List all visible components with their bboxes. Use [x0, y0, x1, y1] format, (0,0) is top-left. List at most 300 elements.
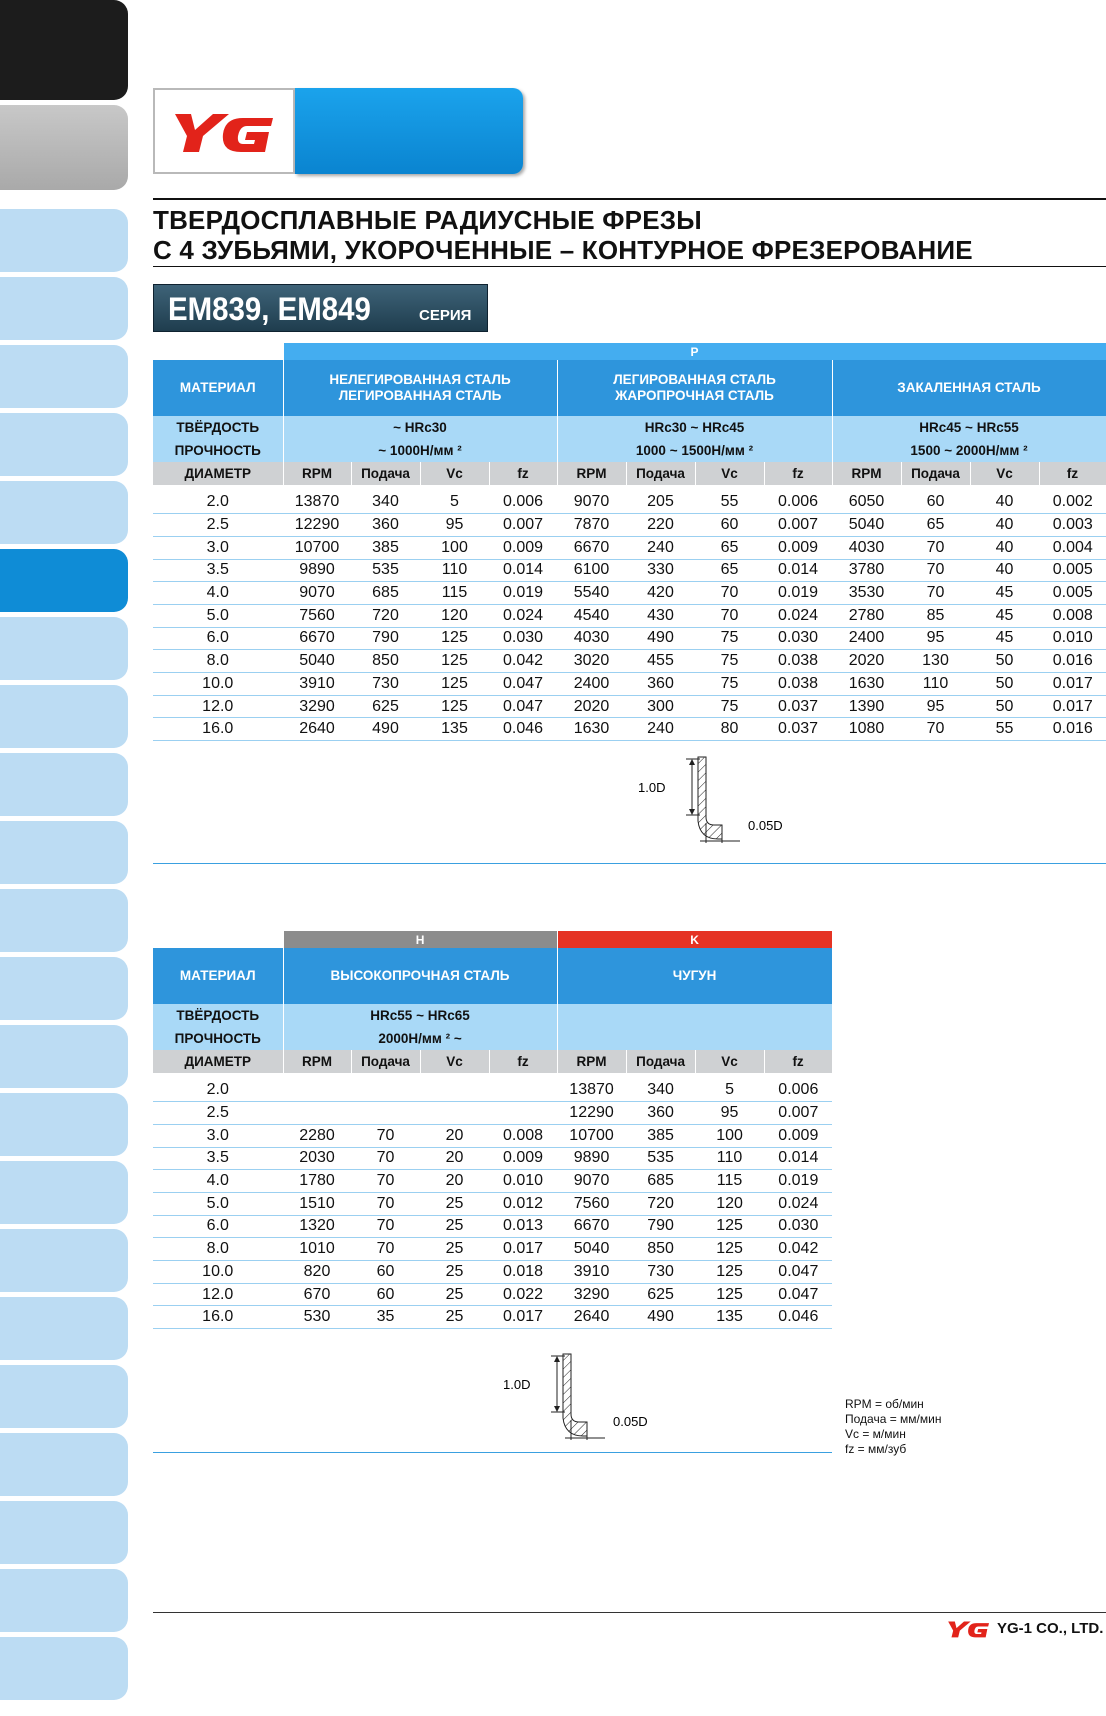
value-cell: 0.005 [1039, 559, 1106, 582]
value-cell: 0.009 [489, 536, 557, 559]
side-tab [0, 617, 128, 680]
value-cell: 125 [695, 1238, 764, 1261]
value-cell: 530 [283, 1306, 351, 1329]
value-cell: 720 [351, 604, 420, 627]
value-cell: 1510 [283, 1192, 351, 1215]
value-cell: 55 [970, 718, 1039, 741]
value-cell: 3530 [832, 582, 901, 605]
side-tab-gray [0, 105, 128, 190]
value-cell: 9890 [283, 559, 351, 582]
cutting-data-table-h-k [153, 931, 833, 1329]
diameter-cell: 8.0 [153, 1238, 283, 1261]
value-cell: 0.030 [764, 627, 832, 650]
value-cell: 95 [901, 627, 970, 650]
table1-col-feed: Подача [351, 462, 420, 485]
value-cell: 95 [695, 1102, 764, 1125]
value-cell: 0.003 [1039, 514, 1106, 537]
hardness-label: ТВЁРДОСТЬ [153, 416, 283, 439]
material-2-line1: ЗАКАЛЕННАЯ СТАЛЬ [897, 380, 1041, 395]
value-cell: 70 [901, 582, 970, 605]
value-cell: 0.038 [764, 673, 832, 696]
value-cell: 70 [351, 1170, 420, 1193]
material-0 [283, 360, 557, 416]
material-0-line1: НЕЛЕГИРОВАННАЯ СТАЛЬ [329, 372, 511, 387]
value-cell: 6670 [283, 627, 351, 650]
value-cell: 110 [695, 1147, 764, 1170]
value-cell: 5 [420, 491, 489, 514]
value-cell: 1320 [283, 1215, 351, 1238]
value-cell: 25 [420, 1261, 489, 1284]
value-cell: 50 [970, 650, 1039, 673]
table2-col-rpm: RPM [557, 1050, 626, 1073]
value-cell: 670 [283, 1283, 351, 1306]
side-tab [0, 685, 128, 748]
strength-h: 2000Н/мм ² ~ [283, 1027, 557, 1050]
footer-rule [153, 1612, 1106, 1613]
value-cell: 2640 [557, 1306, 626, 1329]
contour-milling-diagram-2 [495, 1352, 665, 1442]
value-cell: 2020 [557, 695, 626, 718]
value-cell: 115 [695, 1170, 764, 1193]
value-cell: 9070 [557, 1170, 626, 1193]
value-cell: 125 [420, 695, 489, 718]
value-cell: 420 [626, 582, 695, 605]
strength-2: 1500 ~ 2000Н/мм ² [832, 439, 1106, 462]
material-h: ВЫСОКОПРОЧНАЯ СТАЛЬ [283, 948, 557, 1004]
diameter-label: ДИАМЕТР [153, 462, 283, 485]
value-cell: 9070 [283, 582, 351, 605]
diameter-cell: 10.0 [153, 673, 283, 696]
value-cell: 340 [351, 491, 420, 514]
diameter-cell: 2.0 [153, 491, 283, 514]
diameter-cell: 12.0 [153, 695, 283, 718]
value-cell: 720 [626, 1192, 695, 1215]
value-cell: 5540 [557, 582, 626, 605]
value-cell: 125 [695, 1215, 764, 1238]
value-cell: 50 [970, 695, 1039, 718]
table-row [153, 1261, 832, 1284]
value-cell: 120 [695, 1192, 764, 1215]
value-cell: 110 [901, 673, 970, 696]
title-top-rule [153, 198, 1106, 200]
strength-label: ПРОЧНОСТЬ [153, 1027, 283, 1050]
value-cell: 40 [970, 536, 1039, 559]
side-tab [0, 957, 128, 1020]
value-cell: 0.017 [489, 1238, 557, 1261]
material-0-line2: ЛЕГИРОВАННАЯ СТАЛЬ [338, 388, 502, 403]
diagram-1-depth-label: 1.0D [638, 780, 666, 795]
value-cell: 125 [695, 1261, 764, 1284]
value-cell: 1390 [832, 695, 901, 718]
value-cell [420, 1102, 489, 1125]
value-cell: 2400 [557, 673, 626, 696]
value-cell: 330 [626, 559, 695, 582]
value-cell: 110 [420, 559, 489, 582]
value-cell: 455 [626, 650, 695, 673]
strength-k [557, 1027, 832, 1050]
value-cell: 4030 [557, 627, 626, 650]
value-cell: 0.002 [1039, 491, 1106, 514]
section-separator-2 [153, 1452, 832, 1453]
value-cell: 13870 [283, 491, 351, 514]
value-cell: 120 [420, 604, 489, 627]
value-cell: 0.030 [489, 627, 557, 650]
value-cell: 1780 [283, 1170, 351, 1193]
value-cell: 430 [626, 604, 695, 627]
diameter-cell: 12.0 [153, 1283, 283, 1306]
value-cell: 13870 [557, 1079, 626, 1102]
value-cell: 300 [626, 695, 695, 718]
value-cell: 385 [626, 1124, 695, 1147]
table-row [153, 627, 1106, 650]
table-row [153, 1215, 832, 1238]
value-cell: 360 [626, 673, 695, 696]
value-cell: 25 [420, 1215, 489, 1238]
value-cell: 0.008 [489, 1124, 557, 1147]
diameter-cell: 4.0 [153, 1170, 283, 1193]
value-cell: 850 [351, 650, 420, 673]
value-cell: 75 [695, 627, 764, 650]
value-cell: 0.037 [764, 695, 832, 718]
units-legend [845, 1397, 941, 1457]
diameter-cell: 10.0 [153, 1261, 283, 1284]
value-cell: 1630 [832, 673, 901, 696]
value-cell: 70 [901, 536, 970, 559]
strength-1: 1000 ~ 1500Н/мм ² [557, 439, 832, 462]
value-cell: 0.016 [1039, 718, 1106, 741]
value-cell: 0.024 [489, 604, 557, 627]
value-cell: 0.037 [764, 718, 832, 741]
value-cell: 45 [970, 627, 1039, 650]
legend-rpm: RPM = об/мин [845, 1397, 924, 1411]
value-cell: 5040 [557, 1238, 626, 1261]
diameter-cell: 3.0 [153, 536, 283, 559]
value-cell: 0.006 [764, 491, 832, 514]
value-cell: 100 [695, 1124, 764, 1147]
value-cell: 0.006 [489, 491, 557, 514]
table1-col-vc: Vc [970, 462, 1039, 485]
value-cell: 360 [351, 514, 420, 537]
value-cell: 790 [626, 1215, 695, 1238]
diameter-cell: 3.5 [153, 559, 283, 582]
hardness-0: ~ HRc30 [283, 416, 557, 439]
material-1 [557, 360, 832, 416]
side-tab [0, 889, 128, 952]
value-cell: 5040 [832, 514, 901, 537]
side-tab [0, 1501, 128, 1564]
page-title [153, 205, 973, 265]
value-cell: 2030 [283, 1147, 351, 1170]
value-cell: 5040 [283, 650, 351, 673]
value-cell: 20 [420, 1124, 489, 1147]
series-code: EM839, EM849 [168, 291, 371, 327]
value-cell: 625 [351, 695, 420, 718]
cutting-data-table-p [153, 343, 1106, 741]
series-badge [153, 284, 488, 332]
table1-col-fz: fz [1039, 462, 1106, 485]
value-cell: 75 [695, 695, 764, 718]
table2-col-rpm: RPM [283, 1050, 351, 1073]
value-cell: 0.010 [1039, 627, 1106, 650]
table-row [153, 695, 1106, 718]
value-cell: 0.019 [764, 1170, 832, 1193]
value-cell: 2780 [832, 604, 901, 627]
table1-col-rpm: RPM [832, 462, 901, 485]
value-cell: 0.022 [489, 1283, 557, 1306]
value-cell: 45 [970, 604, 1039, 627]
group-h-header: H [283, 931, 557, 948]
value-cell: 0.047 [489, 673, 557, 696]
value-cell: 7870 [557, 514, 626, 537]
diameter-cell: 2.5 [153, 514, 283, 537]
side-tab [0, 1569, 128, 1632]
value-cell: 2280 [283, 1124, 351, 1147]
value-cell: 115 [420, 582, 489, 605]
table2-col-feed: Подача [626, 1050, 695, 1073]
value-cell: 4030 [832, 536, 901, 559]
value-cell: 3290 [557, 1283, 626, 1306]
value-cell: 340 [626, 1079, 695, 1102]
value-cell: 6670 [557, 536, 626, 559]
table2-col-fz: fz [764, 1050, 832, 1073]
value-cell: 3020 [557, 650, 626, 673]
value-cell: 850 [626, 1238, 695, 1261]
side-tab [0, 209, 128, 272]
diameter-cell: 8.0 [153, 650, 283, 673]
group-spacer [153, 931, 283, 948]
diameter-cell: 6.0 [153, 1215, 283, 1238]
table-row [153, 604, 1106, 627]
table-row [153, 1147, 832, 1170]
value-cell: 100 [420, 536, 489, 559]
value-cell: 0.042 [489, 650, 557, 673]
value-cell: 0.047 [489, 695, 557, 718]
value-cell [283, 1079, 351, 1102]
value-cell: 0.008 [1039, 604, 1106, 627]
value-cell: 25 [420, 1306, 489, 1329]
hardness-2: HRc45 ~ HRc55 [832, 416, 1106, 439]
value-cell [489, 1102, 557, 1125]
value-cell: 0.009 [764, 536, 832, 559]
hardness-1: HRc30 ~ HRc45 [557, 416, 832, 439]
table2-col-fz: fz [489, 1050, 557, 1073]
value-cell: 12290 [557, 1102, 626, 1125]
value-cell: 1010 [283, 1238, 351, 1261]
table-row [153, 1238, 832, 1261]
value-cell [283, 1102, 351, 1125]
table2-col-feed: Подача [351, 1050, 420, 1073]
diameter-cell: 5.0 [153, 604, 283, 627]
side-tab [0, 481, 128, 544]
group-p-header: P [283, 343, 1106, 360]
value-cell: 70 [351, 1215, 420, 1238]
value-cell: 70 [351, 1147, 420, 1170]
table-row [153, 1102, 832, 1125]
value-cell: 240 [626, 536, 695, 559]
value-cell: 0.017 [1039, 673, 1106, 696]
value-cell: 60 [695, 514, 764, 537]
value-cell: 20 [420, 1170, 489, 1193]
value-cell: 205 [626, 491, 695, 514]
table-row [153, 718, 1106, 741]
table1-col-vc: Vc [695, 462, 764, 485]
diameter-cell: 16.0 [153, 1306, 283, 1329]
value-cell: 70 [351, 1238, 420, 1261]
diameter-cell: 6.0 [153, 627, 283, 650]
value-cell: 0.009 [489, 1147, 557, 1170]
table-row [153, 1170, 832, 1193]
value-cell: 65 [901, 514, 970, 537]
value-cell: 0.019 [489, 582, 557, 605]
value-cell: 3780 [832, 559, 901, 582]
value-cell: 9890 [557, 1147, 626, 1170]
value-cell: 0.046 [489, 718, 557, 741]
legend-vc: Vc = м/мин [845, 1427, 906, 1441]
value-cell: 125 [420, 627, 489, 650]
value-cell: 0.009 [764, 1124, 832, 1147]
value-cell: 40 [970, 514, 1039, 537]
table-row [153, 582, 1106, 605]
value-cell: 70 [901, 559, 970, 582]
value-cell: 6670 [557, 1215, 626, 1238]
value-cell: 35 [351, 1306, 420, 1329]
value-cell: 0.019 [764, 582, 832, 605]
value-cell: 0.014 [489, 559, 557, 582]
table2-col-vc: Vc [695, 1050, 764, 1073]
side-tab [0, 1297, 128, 1360]
value-cell: 40 [970, 491, 1039, 514]
value-cell: 685 [351, 582, 420, 605]
side-tab [0, 1433, 128, 1496]
value-cell: 95 [420, 514, 489, 537]
value-cell: 0.018 [489, 1261, 557, 1284]
value-cell: 60 [351, 1261, 420, 1284]
hardness-h: HRc55 ~ HRc65 [283, 1004, 557, 1027]
material-2 [832, 360, 1106, 416]
value-cell: 535 [351, 559, 420, 582]
value-cell: 0.047 [764, 1283, 832, 1306]
table-row [153, 673, 1106, 696]
material-1-line1: ЛЕГИРОВАННАЯ СТАЛЬ [613, 372, 776, 387]
value-cell: 6050 [832, 491, 901, 514]
value-cell: 790 [351, 627, 420, 650]
value-cell: 0.017 [489, 1306, 557, 1329]
value-cell: 25 [420, 1192, 489, 1215]
value-cell: 385 [351, 536, 420, 559]
value-cell: 0.004 [1039, 536, 1106, 559]
table-row [153, 559, 1106, 582]
value-cell: 60 [901, 491, 970, 514]
value-cell: 75 [695, 673, 764, 696]
diagram-1-width-label: 0.05D [748, 818, 783, 833]
side-tab [0, 277, 128, 340]
material-label: МАТЕРИАЛ [153, 948, 283, 1004]
value-cell: 4540 [557, 604, 626, 627]
value-cell: 240 [626, 718, 695, 741]
table2-col-vc: Vc [420, 1050, 489, 1073]
value-cell: 220 [626, 514, 695, 537]
value-cell: 25 [420, 1283, 489, 1306]
side-tab [0, 1093, 128, 1156]
table1-col-feed: Подача [901, 462, 970, 485]
table1-col-fz: fz [764, 462, 832, 485]
footer-yg-logo-icon [944, 1619, 994, 1639]
brand-logo [153, 88, 295, 174]
value-cell: 70 [695, 604, 764, 627]
value-cell: 0.007 [764, 1102, 832, 1125]
side-tab [0, 1161, 128, 1224]
table1-col-fz: fz [489, 462, 557, 485]
value-cell: 0.047 [764, 1261, 832, 1284]
value-cell: 40 [970, 559, 1039, 582]
table1-col-rpm: RPM [557, 462, 626, 485]
value-cell: 2400 [832, 627, 901, 650]
title-bottom-rule [153, 266, 1106, 267]
value-cell: 0.007 [489, 514, 557, 537]
side-tab [0, 1365, 128, 1428]
value-cell: 70 [351, 1192, 420, 1215]
side-tab [0, 1229, 128, 1292]
value-cell: 60 [351, 1283, 420, 1306]
material-k: ЧУГУН [557, 948, 832, 1004]
value-cell: 0.042 [764, 1238, 832, 1261]
value-cell: 0.012 [489, 1192, 557, 1215]
value-cell: 125 [420, 650, 489, 673]
value-cell: 95 [901, 695, 970, 718]
table-row [153, 1306, 832, 1329]
table1-col-rpm: RPM [283, 462, 351, 485]
value-cell: 85 [901, 604, 970, 627]
header-blue-bar [295, 88, 523, 174]
value-cell: 65 [695, 559, 764, 582]
hardness-label: ТВЁРДОСТЬ [153, 1004, 283, 1027]
value-cell: 820 [283, 1261, 351, 1284]
value-cell: 0.014 [764, 559, 832, 582]
value-cell: 685 [626, 1170, 695, 1193]
value-cell: 0.006 [764, 1079, 832, 1102]
table-row [153, 514, 1106, 537]
value-cell: 7560 [283, 604, 351, 627]
value-cell: 50 [970, 673, 1039, 696]
material-label: МАТЕРИАЛ [153, 360, 283, 416]
diameter-cell: 16.0 [153, 718, 283, 741]
table-row [153, 1283, 832, 1306]
diameter-cell: 3.0 [153, 1124, 283, 1147]
table1-col-feed: Подача [626, 462, 695, 485]
diagram-2-width-label: 0.05D [613, 1414, 648, 1429]
diameter-cell: 2.5 [153, 1102, 283, 1125]
table-row [153, 1124, 832, 1147]
section-separator-1 [153, 863, 1106, 864]
value-cell: 6100 [557, 559, 626, 582]
diagram-2-depth-label: 1.0D [503, 1377, 531, 1392]
series-label: СЕРИЯ [419, 307, 472, 324]
value-cell: 1630 [557, 718, 626, 741]
title-line-1: ТВЕРДОСПЛАВНЫЕ РАДИУСНЫЕ ФРЕЗЫ [153, 205, 702, 235]
yg-logo-icon [165, 108, 285, 156]
side-tab [0, 413, 128, 476]
strength-0: ~ 1000Н/мм ² [283, 439, 557, 462]
value-cell: 0.046 [764, 1306, 832, 1329]
diameter-cell: 2.0 [153, 1079, 283, 1102]
side-tab [0, 753, 128, 816]
value-cell: 0.016 [1039, 650, 1106, 673]
value-cell: 135 [420, 718, 489, 741]
value-cell: 490 [626, 627, 695, 650]
value-cell [351, 1102, 420, 1125]
value-cell: 5 [695, 1079, 764, 1102]
side-tab [0, 345, 128, 408]
